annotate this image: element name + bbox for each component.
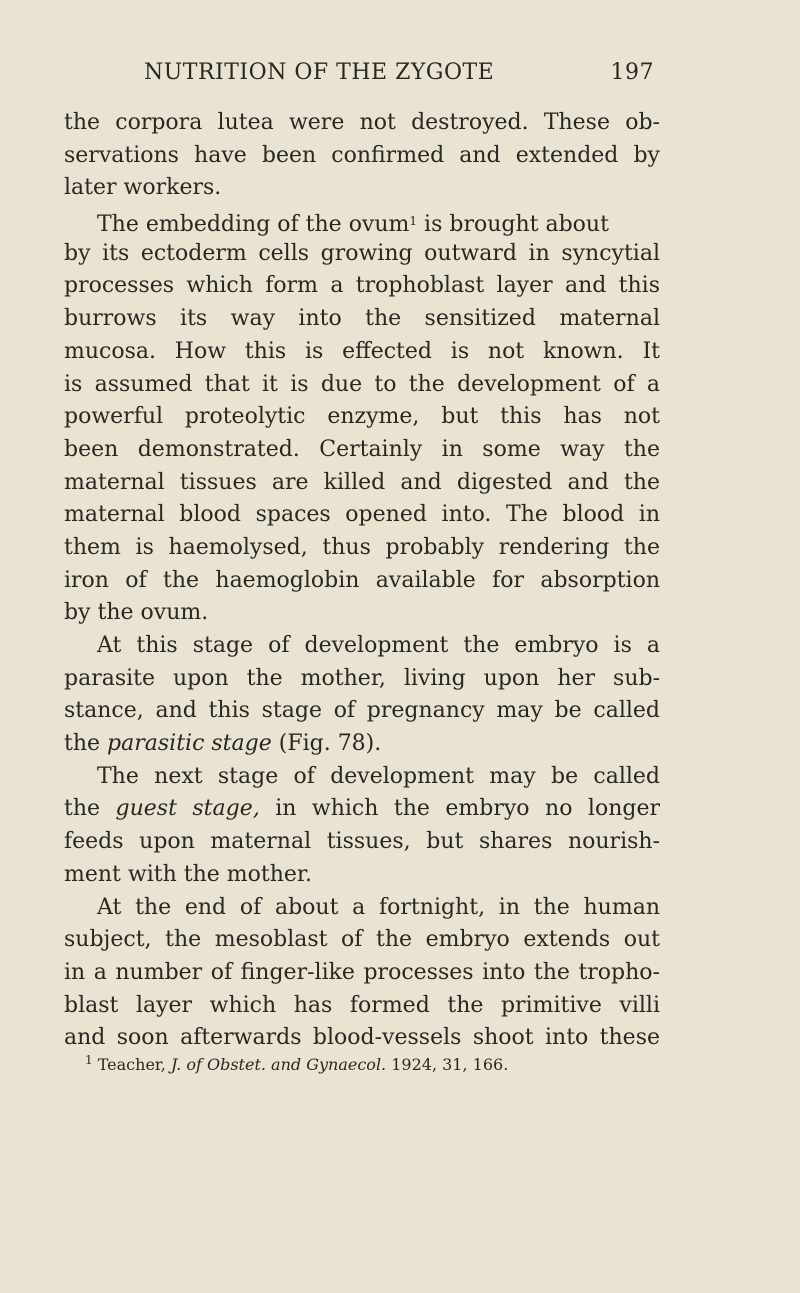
- text-line: stance, and this stage of pregnancy may be called: [64, 698, 660, 724]
- text-line: servations have been confirmed and extended by: [64, 142, 660, 168]
- running-header: [144, 60, 654, 100]
- italic-term: parasitic stage: [107, 731, 272, 757]
- footnote-author: Teacher,: [97, 1055, 166, 1074]
- text-line: The next stage of development may be called: [97, 763, 660, 789]
- text-fragment: the: [64, 731, 101, 757]
- text-line: maternal blood spaces opened into. The blood in: [64, 502, 660, 528]
- text-line: [64, 728, 660, 761]
- text-line: later workers.: [64, 175, 222, 201]
- text-line: blast layer which has formed the primitive villi: [64, 992, 660, 1018]
- text-line: processes which form a trophoblast layer and this: [64, 273, 660, 299]
- text-fragment: in which the embryo no longer: [275, 796, 660, 822]
- text-fragment: (Fig. 78).: [278, 731, 382, 757]
- text-line: by the ovum.: [64, 600, 209, 626]
- text-line: [64, 793, 660, 826]
- text-line: the corpora lutea were not destroyed. These ob-: [64, 110, 660, 135]
- running-title: NUTRITION OF THE ZYGOTE: [144, 60, 495, 85]
- text-line: is assumed that it is due to the development of a: [64, 371, 660, 397]
- italic-term: guest stage,: [115, 796, 260, 822]
- footnote-marker: 1: [85, 1053, 93, 1067]
- text-line: been demonstrated. Certainly in some way the: [64, 436, 660, 462]
- text-line: burrows its way into the sensitized maternal: [64, 306, 660, 332]
- text-line: At this stage of development the embryo is a: [97, 633, 660, 658]
- text-line: in a number of finger-like processes into the tropho-: [64, 959, 660, 985]
- body-text: [64, 107, 660, 1055]
- text-line: feeds upon maternal tissues, but shares nourish-: [64, 829, 660, 855]
- text-line: [64, 205, 660, 238]
- page-number: 197: [610, 60, 654, 85]
- text-line: maternal tissues are killed and digested and the: [64, 469, 660, 495]
- text-line: subject, the mesoblast of the embryo extends out: [64, 927, 660, 953]
- text-fragment: is brought about: [424, 212, 609, 238]
- text-fragment: The embedding of the ovum: [97, 212, 410, 238]
- text-line: iron of the haemoglobin available for absorption: [64, 567, 660, 593]
- text-line: At the end of about a fortnight, in the human: [97, 894, 660, 920]
- text-line: by its ectoderm cells growing outward in syncytial: [64, 240, 660, 266]
- text-line: mucosa. How this is effected is not known. It: [64, 338, 660, 364]
- footnote-citation: 1924, 31, 166.: [391, 1055, 509, 1074]
- footnote: [85, 1053, 508, 1074]
- footnote-journal: J. of Obstet. and Gynaecol.: [170, 1055, 387, 1074]
- text-line: parasite upon the mother, living upon her sub-: [64, 665, 660, 691]
- footnote-marker: 1: [409, 214, 418, 229]
- text-line: powerful proteolytic enzyme, but this has not: [64, 404, 660, 430]
- text-line: ment with the mother.: [64, 861, 313, 887]
- text-fragment: the: [64, 796, 101, 822]
- text-line: them is haemolysed, thus probably rendering the: [64, 534, 660, 560]
- text-line: and soon afterwards blood-vessels shoot into these: [64, 1025, 660, 1051]
